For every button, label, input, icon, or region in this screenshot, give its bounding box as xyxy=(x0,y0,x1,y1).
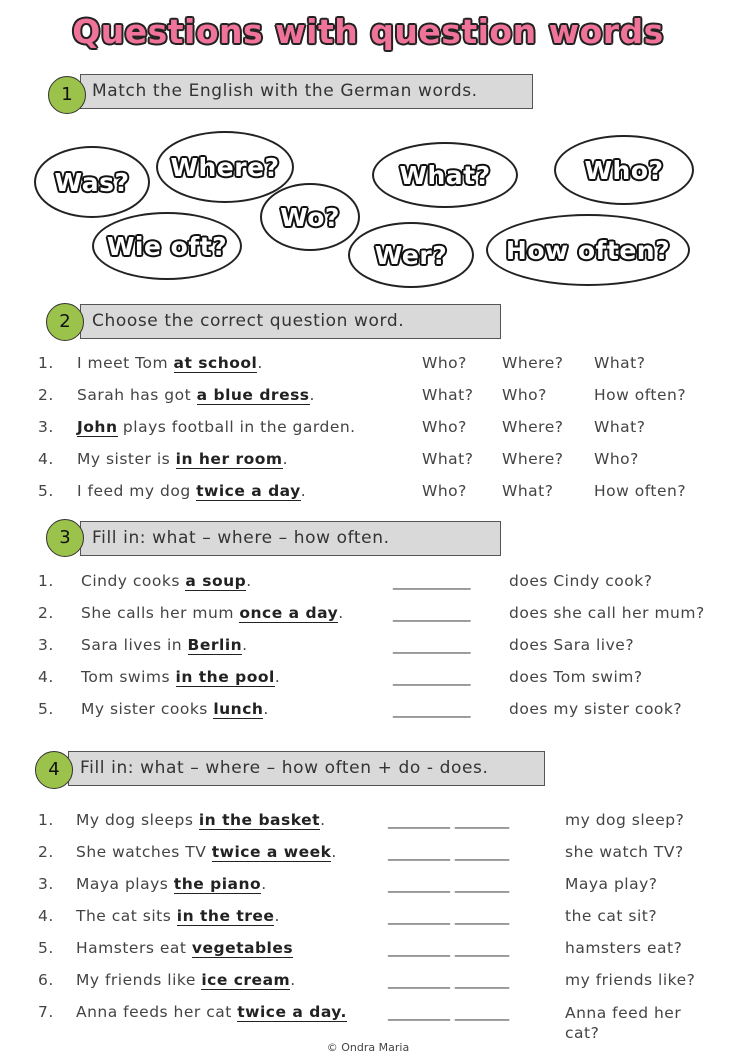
answer-option[interactable]: Where? xyxy=(502,354,564,372)
sentence-text: . xyxy=(320,811,326,829)
word-bubble[interactable] xyxy=(260,183,360,251)
section1-instruction: Match the English with the German words. xyxy=(80,74,533,109)
question-ending: does Tom swim? xyxy=(509,668,643,686)
question-ending: does my sister cook? xyxy=(509,700,683,718)
answer-blank[interactable]: ________ _______ xyxy=(388,811,510,829)
question-ending: does she call her mum? xyxy=(509,604,705,622)
item-number: 1. xyxy=(38,354,54,372)
item-number: 5. xyxy=(38,482,54,500)
word-bubble-label: Wer? xyxy=(374,240,448,270)
word-bubble-label: Where? xyxy=(170,152,280,182)
item-sentence xyxy=(81,668,280,686)
item-number: 5. xyxy=(38,939,54,957)
exercise-row xyxy=(0,875,736,897)
item-number: 2. xyxy=(38,843,54,861)
exercise-row xyxy=(0,843,736,865)
sentence-text: Maya plays xyxy=(76,875,174,893)
sentence-text: Sarah has got xyxy=(77,386,197,404)
exercise-row xyxy=(0,907,736,929)
item-sentence xyxy=(76,907,280,925)
sentence-text: . xyxy=(282,450,289,468)
item-number: 3. xyxy=(38,418,54,436)
word-bubble-label: Wo? xyxy=(280,202,340,232)
question-ending: my friends like? xyxy=(565,971,696,989)
question-ending: Anna feed her cat? xyxy=(565,1004,682,1042)
underlined-phrase: twice a day. xyxy=(237,1003,347,1021)
item-sentence xyxy=(76,1003,347,1021)
copyright-footer: © Ondra Maria xyxy=(326,1041,410,1054)
item-number: 6. xyxy=(38,971,54,989)
item-number: 1. xyxy=(38,572,54,590)
exercise-row xyxy=(0,386,736,408)
section3-instruction: Fill in: what – where – how often. xyxy=(80,521,501,556)
underlined-phrase: a blue dress xyxy=(196,386,310,404)
word-bubble-label: What? xyxy=(399,160,491,190)
sentence-text: She calls her mum xyxy=(81,604,240,622)
answer-blank[interactable]: ________ _______ xyxy=(388,843,510,861)
word-bubble-label: Was? xyxy=(54,167,130,197)
section3-number: 3 xyxy=(46,519,84,557)
exercise-row xyxy=(0,450,736,472)
exercise-row xyxy=(0,636,736,658)
sentence-text: . xyxy=(246,572,252,590)
item-sentence xyxy=(81,572,252,590)
item-number: 4. xyxy=(38,907,54,925)
word-bubble[interactable] xyxy=(156,131,294,203)
section4-instruction: Fill in: what – where – how often + do - does. xyxy=(68,751,545,786)
sentence-text: Sara lives in xyxy=(81,636,188,654)
underlined-phrase: at school xyxy=(173,354,258,372)
sentence-text: Cindy cooks xyxy=(81,572,186,590)
section1-number: 1 xyxy=(48,76,86,114)
item-sentence xyxy=(77,354,263,372)
item-number: 4. xyxy=(38,450,54,468)
item-sentence xyxy=(81,604,344,622)
question-ending: she watch TV? xyxy=(565,843,684,861)
question-ending: Maya play? xyxy=(565,875,658,893)
sentence-text: I feed my dog xyxy=(77,482,197,500)
answer-blank[interactable]: ________ _______ xyxy=(388,939,510,957)
item-number: 7. xyxy=(38,1003,54,1021)
item-number: 5. xyxy=(38,700,54,718)
underlined-phrase: twice a day xyxy=(196,482,301,500)
answer-option[interactable]: How often? xyxy=(594,482,687,500)
sentence-text: The cat sits xyxy=(76,907,177,925)
sentence-text: . xyxy=(309,386,315,404)
underlined-phrase: vegetables xyxy=(191,939,294,957)
sentence-text: Tom swims xyxy=(81,668,176,686)
item-number: 3. xyxy=(38,875,54,893)
answer-option[interactable]: What? xyxy=(422,386,474,404)
answer-option[interactable]: Who? xyxy=(422,418,467,436)
underlined-phrase: lunch xyxy=(213,700,264,718)
underlined-phrase: ice cream xyxy=(201,971,291,989)
word-bubble[interactable] xyxy=(348,222,474,288)
sentence-text: . xyxy=(257,354,263,372)
sentence-text: . xyxy=(300,482,307,500)
answer-option[interactable]: Where? xyxy=(502,418,564,436)
item-sentence xyxy=(81,636,248,654)
sentence-text: My sister is xyxy=(77,450,176,468)
underlined-phrase: Berlin xyxy=(187,636,243,654)
exercise-row xyxy=(0,939,736,961)
question-ending: my dog sleep? xyxy=(565,811,685,829)
sentence-text: . xyxy=(290,971,296,989)
sentence-text: My friends like xyxy=(76,971,202,989)
sentence-text: plays football in the garden. xyxy=(117,418,356,436)
answer-option[interactable]: How often? xyxy=(594,386,687,404)
sentence-text: My dog sleeps xyxy=(76,811,199,829)
underlined-phrase: a soup xyxy=(185,572,247,590)
exercise-row xyxy=(0,700,736,722)
item-sentence xyxy=(81,700,269,718)
sentence-text: . xyxy=(338,604,344,622)
underlined-phrase: in her room xyxy=(175,450,283,468)
item-sentence xyxy=(77,386,315,404)
question-ending: does Sara live? xyxy=(509,636,635,654)
item-sentence xyxy=(77,418,356,436)
sentence-text: . xyxy=(261,875,267,893)
answer-blank[interactable]: __________ xyxy=(393,572,471,590)
question-ending: does Cindy cook? xyxy=(509,572,653,590)
underlined-phrase: once a day xyxy=(239,604,339,622)
section2-number: 2 xyxy=(46,303,84,341)
sentence-text: . xyxy=(242,636,248,654)
item-sentence xyxy=(76,971,296,989)
answer-blank[interactable]: ________ _______ xyxy=(388,971,510,989)
sentence-text: Hamsters eat xyxy=(76,939,192,957)
exercise-row xyxy=(0,482,736,504)
sentence-text: . xyxy=(274,668,281,686)
sentence-text: . xyxy=(331,843,337,861)
answer-blank[interactable]: __________ xyxy=(393,668,471,686)
item-number: 3. xyxy=(38,636,54,654)
item-sentence xyxy=(76,811,326,829)
answer-blank[interactable]: __________ xyxy=(393,700,471,718)
answer-option[interactable]: Where? xyxy=(502,450,564,468)
sentence-text: . xyxy=(274,907,280,925)
word-bubble-label: Who? xyxy=(584,155,664,185)
answer-blank[interactable]: __________ xyxy=(393,636,471,654)
word-bubble[interactable] xyxy=(92,212,242,280)
answer-blank[interactable]: ________ _______ xyxy=(388,1003,510,1021)
underlined-phrase: John xyxy=(77,418,118,436)
question-ending: hamsters eat? xyxy=(565,939,683,957)
section2-instruction: Choose the correct question word. xyxy=(80,304,501,339)
word-bubble-label: How often? xyxy=(505,235,671,265)
exercise-row xyxy=(0,418,736,440)
answer-option[interactable]: What? xyxy=(594,354,646,372)
answer-blank[interactable]: __________ xyxy=(393,604,471,622)
underlined-phrase: twice a week xyxy=(211,843,332,861)
answer-blank[interactable]: ________ _______ xyxy=(388,875,510,893)
sentence-text: Anna feeds her cat xyxy=(76,1003,238,1021)
sentence-text: . xyxy=(263,700,269,718)
exercise-row xyxy=(0,1003,736,1042)
word-bubble[interactable] xyxy=(554,135,694,205)
item-number: 2. xyxy=(38,604,54,622)
sentence-text: She watches TV xyxy=(76,843,212,861)
answer-blank[interactable]: ________ _______ xyxy=(388,907,510,925)
item-sentence xyxy=(76,843,337,861)
item-sentence xyxy=(76,875,267,893)
item-number: 4. xyxy=(38,668,54,686)
word-bubble-label: Wie oft? xyxy=(106,231,228,261)
item-sentence xyxy=(77,482,306,500)
item-sentence xyxy=(76,939,293,957)
word-bubble[interactable] xyxy=(486,214,690,286)
word-bubble[interactable] xyxy=(372,142,518,208)
exercise-row xyxy=(0,354,736,376)
item-sentence xyxy=(77,450,288,468)
item-number: 2. xyxy=(38,386,54,404)
item-number: 1. xyxy=(38,811,54,829)
section4-number: 4 xyxy=(35,751,73,789)
answer-option[interactable]: What? xyxy=(594,418,646,436)
answer-option[interactable]: Who? xyxy=(422,482,467,500)
underlined-phrase: in the pool xyxy=(175,668,275,686)
underlined-phrase: in the basket xyxy=(198,811,321,829)
sentence-text: I meet Tom xyxy=(77,354,174,372)
exercise-row xyxy=(0,604,736,626)
answer-option[interactable]: Who? xyxy=(502,386,547,404)
page-title: Questions with question words xyxy=(72,12,664,51)
sentence-text: My sister cooks xyxy=(81,700,214,718)
underlined-phrase: in the tree xyxy=(176,907,275,925)
question-ending: the cat sit? xyxy=(565,907,658,925)
exercise-row xyxy=(0,572,736,594)
answer-option[interactable]: Who? xyxy=(422,354,467,372)
answer-option[interactable]: Who? xyxy=(594,450,639,468)
word-bubble[interactable] xyxy=(34,146,150,218)
exercise-row xyxy=(0,971,736,993)
answer-option[interactable]: What? xyxy=(422,450,474,468)
exercise-row xyxy=(0,668,736,690)
exercise-row xyxy=(0,811,736,833)
underlined-phrase: the piano xyxy=(173,875,262,893)
answer-option[interactable]: What? xyxy=(502,482,554,500)
